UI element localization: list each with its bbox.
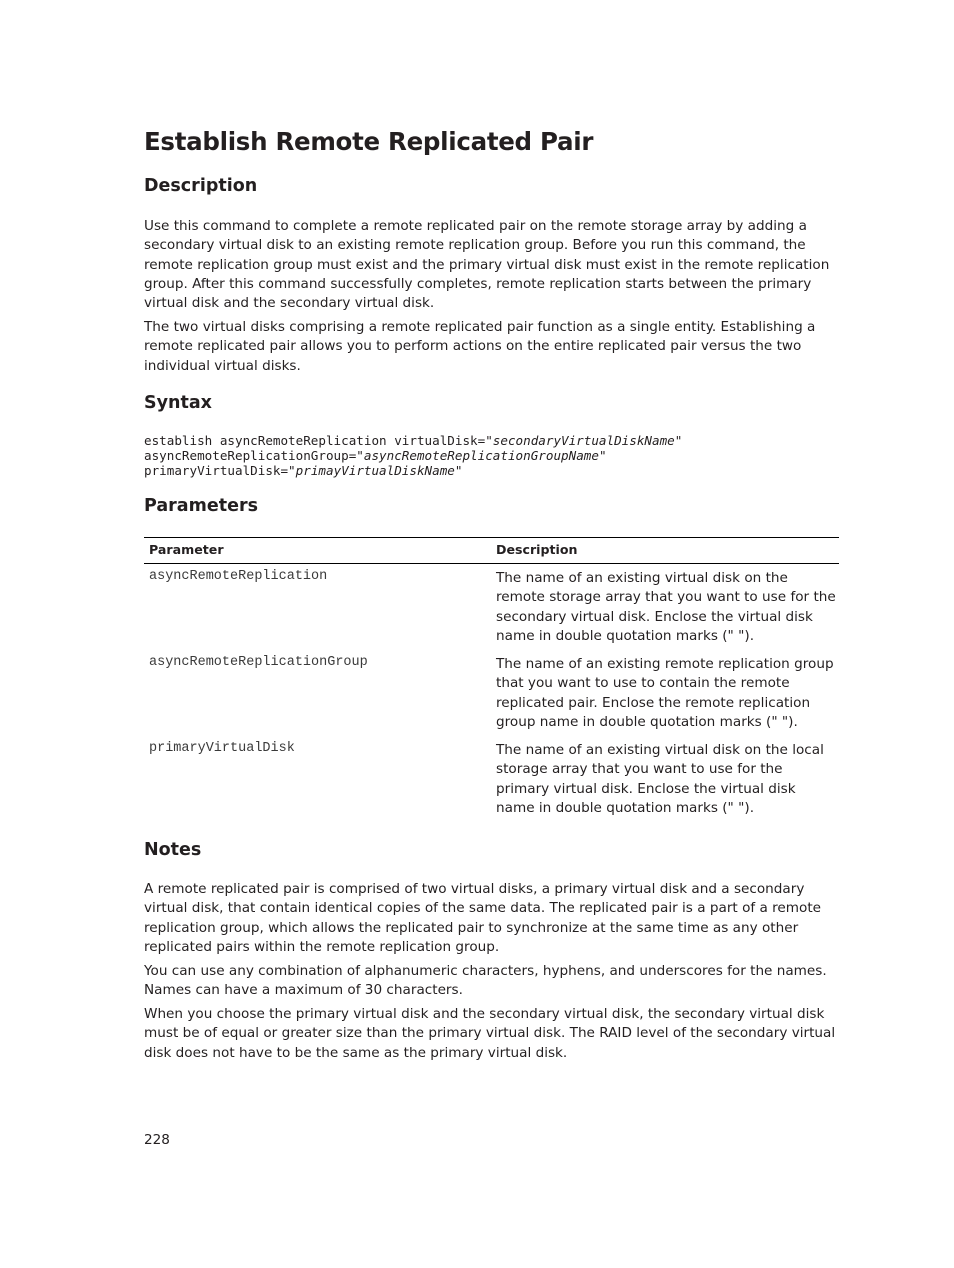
syntax-heading: Syntax — [144, 393, 212, 413]
syntax-line-1: establish asyncRemoteReplication virtualDisk="secondaryVirtualDiskName" — [144, 433, 683, 448]
parameter-description: The name of an existing remote replication group that you want to use to contain the remote replicated pair. Enclose the remote replication group name in double quotation marks (" "). — [496, 656, 834, 730]
table-row — [144, 569, 839, 655]
column-header-description: Description — [496, 542, 578, 557]
parameters-table — [144, 537, 839, 827]
description-paragraph-2: The two virtual disks comprising a remote replicated pair function as a single entity. Establishing a remote replicated pair allows you to perform actions on the entire replicated pair versus the two individual virtual disks. — [144, 319, 816, 374]
page-title: Establish Remote Replicated Pair — [144, 127, 594, 156]
table-row — [144, 655, 839, 741]
parameter-description: The name of an existing virtual disk on the remote storage array that you want to use for the secondary virtual disk. Enclose the virtual disk name in double quotation marks (" "). — [496, 570, 836, 644]
table-header — [144, 537, 839, 564]
notes-paragraph-1: A remote replicated pair is comprised of two virtual disks, a primary virtual disk and a secondary virtual disk, that contain identical copies of the same data. The replicated pair is a part of a remote replication group, which allows the replicated pair to synchronize at the same time as any other replicated pairs within the remote replication group. — [144, 881, 822, 955]
parameter-name: asyncRemoteReplication — [149, 569, 328, 584]
description-paragraph-1: Use this command to complete a remote replicated pair on the remote storage array by adding a secondary virtual disk to an existing remote replication group. Before you run this command, the remote replication group must exist and the primary virtual disk must exist in the remote replication group. After this command successfully completes, remote replication starts between the primary virtual disk and the secondary virtual disk. — [144, 218, 830, 312]
notes-paragraph-3: When you choose the primary virtual disk and the secondary virtual disk, the secondary virtual disk must be of equal or greater size than the primary virtual disk. The RAID level of the secondary virtual disk does not have to be the same as the primary virtual disk. — [144, 1006, 836, 1061]
syntax-code-block — [144, 433, 682, 478]
parameter-name: asyncRemoteReplicationGroup — [149, 655, 368, 670]
parameter-name: primaryVirtualDisk — [149, 741, 295, 756]
parameter-description: The name of an existing virtual disk on the local storage array that you want to use for the primary virtual disk. Enclose the virtual disk name in double quotation marks (" "). — [496, 742, 824, 816]
table-row — [144, 741, 839, 827]
notes-heading: Notes — [144, 840, 202, 860]
parameters-heading: Parameters — [144, 496, 258, 516]
column-header-parameter: Parameter — [149, 542, 224, 557]
syntax-line-3: primaryVirtualDisk="primayVirtualDiskName" — [144, 463, 463, 478]
page-number: 228 — [144, 1132, 170, 1148]
syntax-line-2: asyncRemoteReplicationGroup="asyncRemoteReplicationGroupName" — [144, 448, 607, 463]
description-heading: Description — [144, 176, 258, 196]
notes-paragraph-2: You can use any combination of alphanumeric characters, hyphens, and underscores for the names. Names can have a maximum of 30 characters. — [144, 963, 827, 999]
